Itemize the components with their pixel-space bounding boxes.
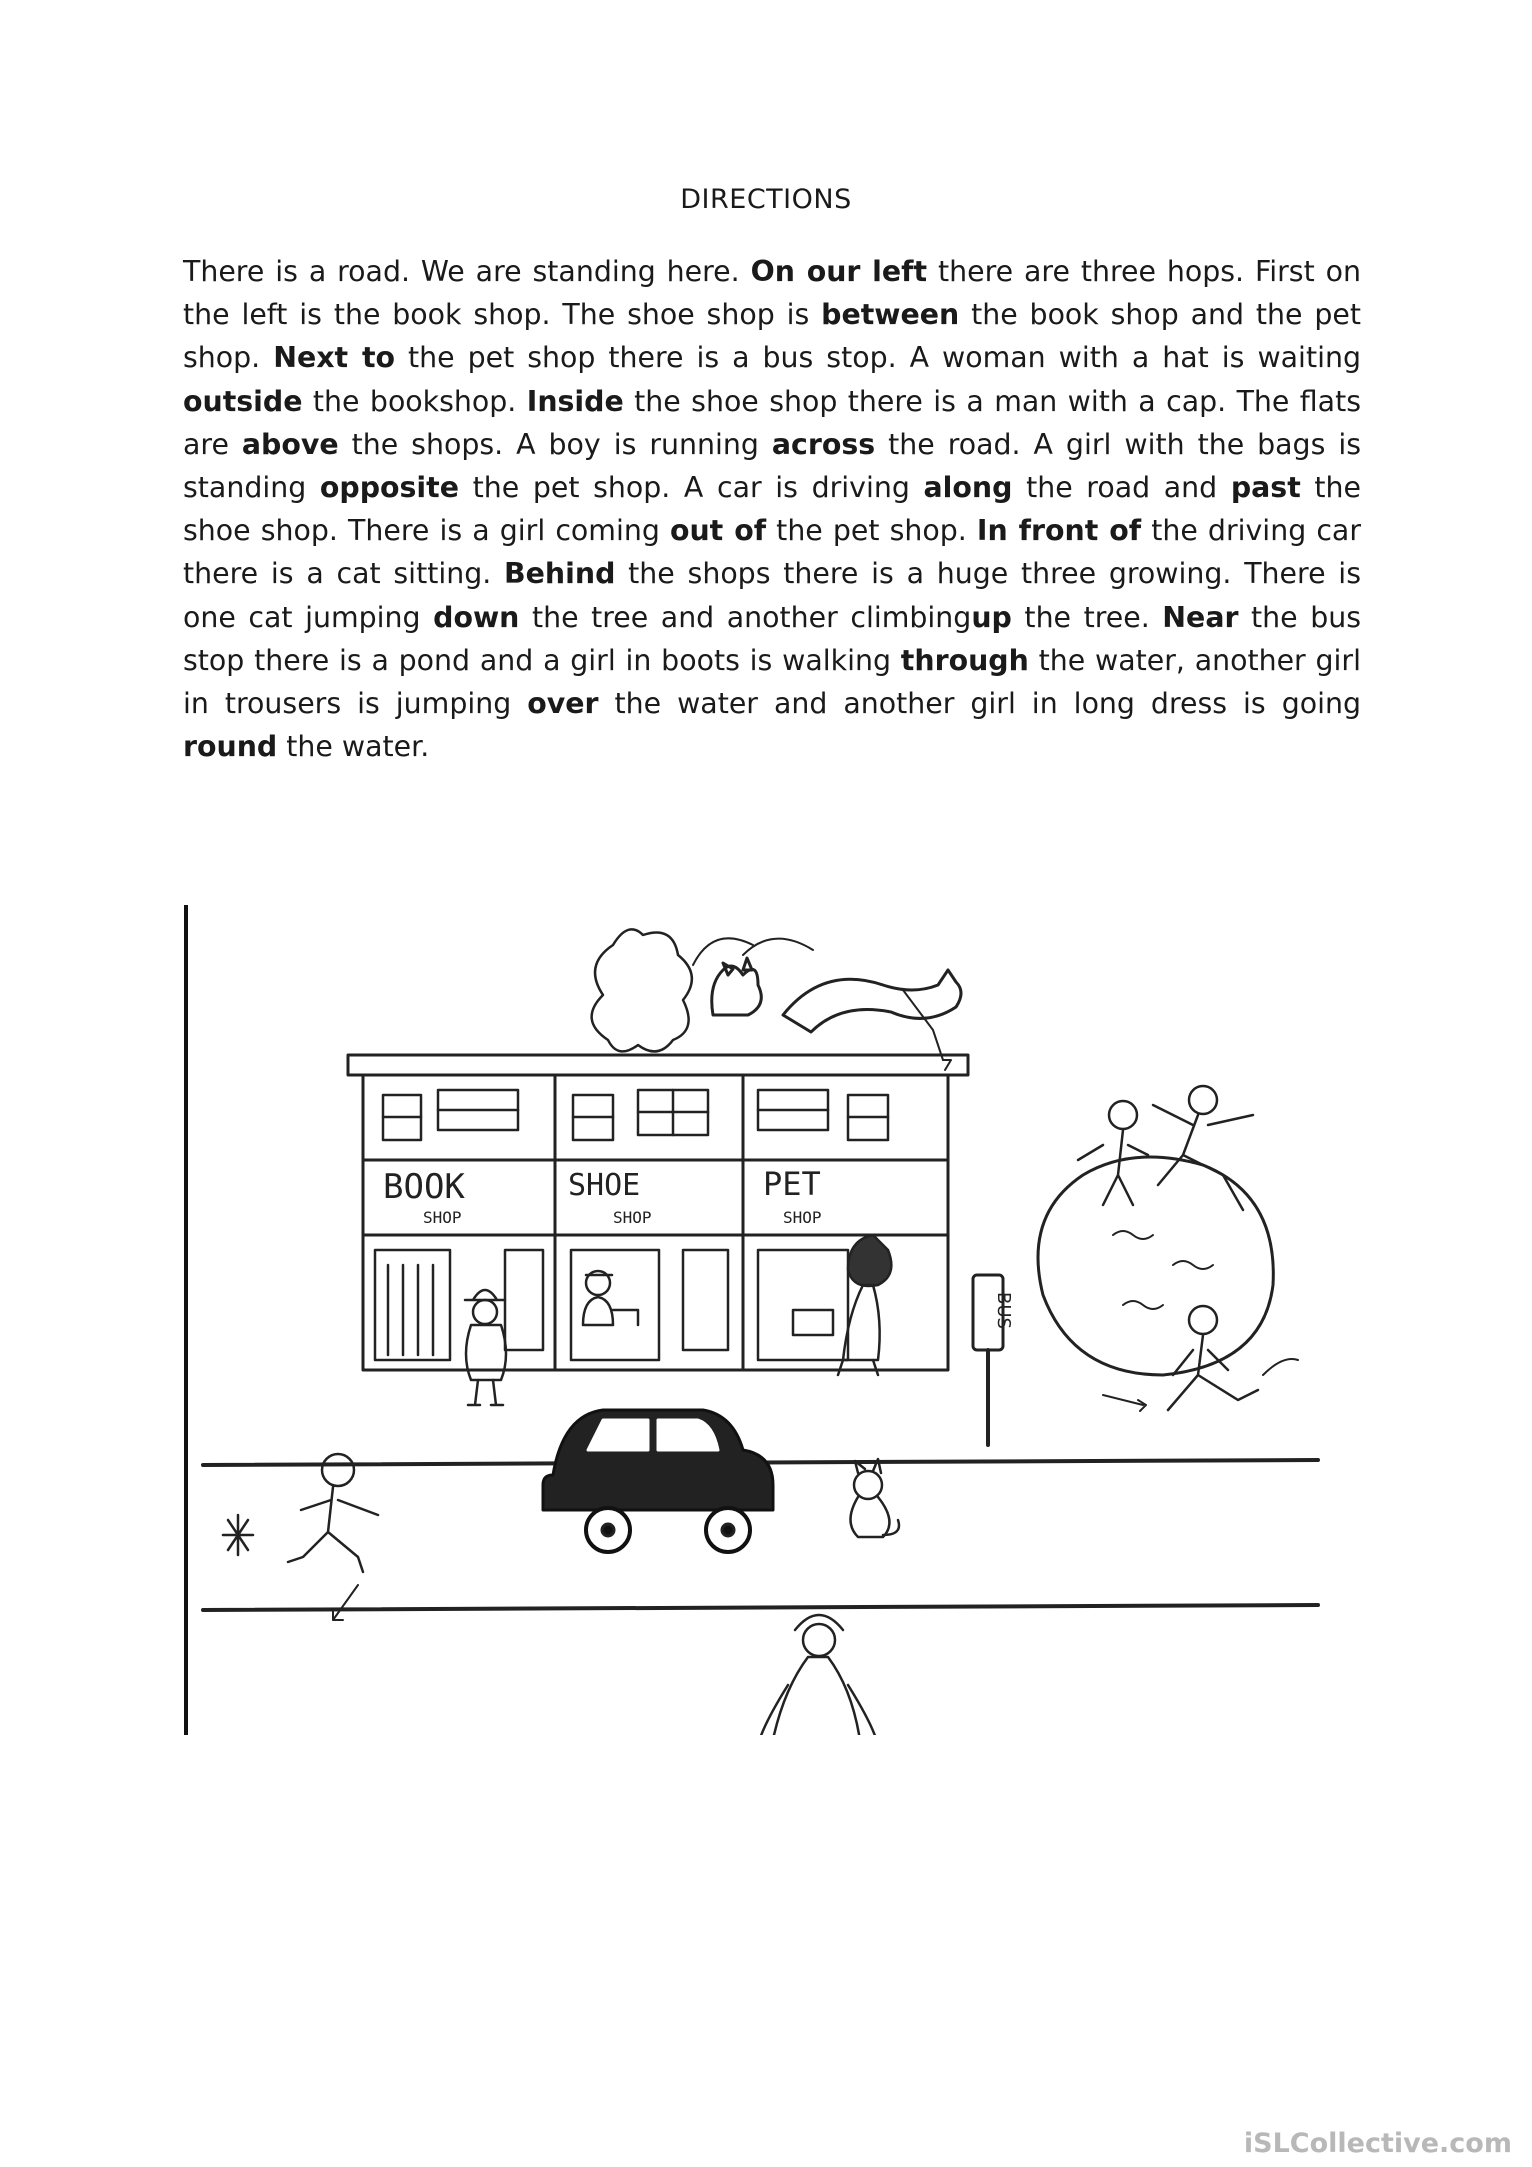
keyword: past: [1230, 471, 1301, 505]
text-segment: the shoe shop. There is a girl coming: [183, 471, 1361, 548]
keyword: between: [821, 298, 960, 332]
text-segment: the road and: [1012, 471, 1231, 505]
keyword: Near: [1162, 600, 1239, 634]
shop-fronts: [375, 1250, 848, 1360]
watermark: iSLCollective.com: [1243, 2128, 1512, 2159]
woman-with-hat: [465, 1290, 506, 1405]
text-segment: the water and another girl in long dress is going: [598, 687, 1361, 721]
keyword: along: [923, 471, 1013, 505]
boy-running: [223, 1454, 378, 1620]
tree: [592, 929, 813, 1051]
sign-book-shop-2: SHOP: [423, 1208, 462, 1227]
bus-stop: [973, 1275, 1014, 1445]
cat-sitting: [851, 1459, 900, 1537]
page-title: DIRECTIONS: [680, 184, 852, 215]
text-segment: the tree.: [1011, 600, 1163, 634]
girl-going-round-water: [1103, 1306, 1298, 1411]
keyword: out of: [669, 514, 767, 548]
text-segment: the water, another girl in trousers is jumping: [183, 643, 1361, 721]
sign-shoe-shop-1: SHOE: [568, 1168, 641, 1203]
man-with-cap: [583, 1271, 638, 1325]
keyword: up: [971, 600, 1012, 634]
text-segment: the shoe shop there is a man with a cap. The flats are: [183, 384, 1362, 461]
keyword: down: [433, 600, 520, 634]
text-segment: the pet shop.: [766, 514, 977, 548]
keyword: over: [527, 687, 599, 721]
car: [543, 1410, 773, 1552]
girl-with-bags: [731, 1615, 910, 1735]
road-edge-bottom: [203, 1605, 1318, 1610]
keyword: Inside: [526, 384, 624, 418]
text-segment: the bus stop there is a pond and a girl in boots is walking: [183, 600, 1362, 677]
text-segment: the shops. A boy is running: [338, 427, 772, 461]
girl-jumping-over-water: [1153, 1086, 1253, 1210]
cat-climbing-up: [712, 958, 762, 1015]
keyword: round: [183, 730, 278, 764]
keyword: Next to: [273, 341, 396, 375]
text-segment: There is a road. We are standing here.: [183, 255, 751, 288]
text-segment: there are three hops. First on the left is the book shop. The shoe shop is: [183, 255, 1361, 332]
sign-book-shop-1: BOOK: [383, 1167, 465, 1207]
keyword: across: [771, 427, 876, 461]
text-segment: the pet shop. A car is driving: [459, 471, 924, 505]
girl-coming-out: [838, 1235, 891, 1375]
street-drawing: [183, 905, 1333, 1735]
sign-bus: BUS: [993, 1292, 1014, 1329]
star-mark: [223, 1515, 253, 1555]
text-segment: the water.: [277, 730, 430, 764]
keyword: through: [900, 643, 1029, 677]
sign-pet-shop-2: SHOP: [783, 1208, 822, 1227]
text-segment: the shops there is a huge three growing. There is one cat jumping: [183, 557, 1361, 634]
girl-walking-through-water: [1078, 1101, 1148, 1205]
text-segment: the pet shop there is a bus stop. A woman with a hat is waiting: [395, 341, 1361, 375]
text-segment: the tree and another climbing: [519, 600, 972, 634]
keyword: above: [241, 427, 339, 461]
text-segment: the driving car there is a cat sitting.: [183, 514, 1361, 591]
keyword: opposite: [319, 471, 459, 505]
keyword: In front of: [976, 514, 1142, 548]
shop-signs: [383, 1165, 822, 1227]
pond: [1038, 1157, 1273, 1375]
sign-shoe-shop-2: SHOP: [613, 1208, 652, 1227]
keyword: Behind: [504, 557, 616, 591]
sign-pet-shop-1: PET: [763, 1165, 821, 1203]
flat-windows: [383, 1090, 888, 1140]
text-segment: the bookshop.: [302, 384, 527, 418]
directions-paragraph: [183, 250, 1361, 768]
text-segment: the road. A girl with the bags is standing: [183, 427, 1362, 505]
keyword: outside: [183, 384, 303, 418]
keyword: On our left: [750, 255, 928, 288]
text-segment: the book shop and the pet shop.: [183, 298, 1361, 375]
